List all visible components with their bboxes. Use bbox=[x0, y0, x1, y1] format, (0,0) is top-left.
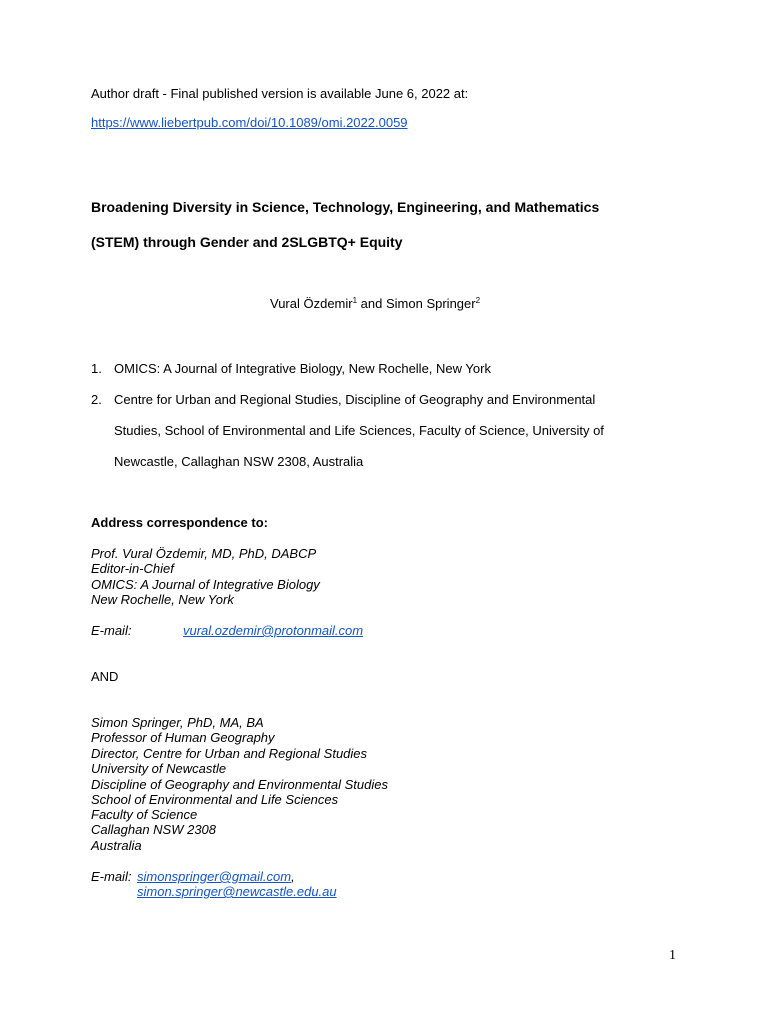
title-line-2: (STEM) through Gender and 2SLGBTQ+ Equity bbox=[91, 234, 403, 250]
contact-2-line: Discipline of Geography and Environmental Studies bbox=[91, 777, 389, 792]
affiliation-number: 2. bbox=[91, 392, 102, 407]
author-1-name: Vural Özdemir bbox=[270, 296, 353, 311]
author-connector: and bbox=[357, 296, 386, 311]
contact-2-email-1-line bbox=[137, 869, 295, 885]
page-number: 1 bbox=[669, 948, 676, 963]
and-separator: AND bbox=[91, 669, 119, 684]
contact-2-email-label: E-mail: bbox=[91, 869, 132, 884]
affiliation-line: Studies, School of Environmental and Life Sciences, Faculty of Science, University of bbox=[114, 423, 604, 438]
author-1-affil-mark: 1 bbox=[352, 296, 358, 305]
contact-2-line: Faculty of Science bbox=[91, 807, 198, 822]
contact-2-line: Callaghan NSW 2308 bbox=[91, 822, 217, 837]
title-line-1: Broadening Diversity in Science, Technology, Engineering, and Mathematics bbox=[91, 199, 600, 215]
contact-2-email-2-link[interactable]: simon.springer@newcastle.edu.au bbox=[137, 884, 337, 899]
author-line bbox=[270, 296, 480, 312]
author-2-affil-mark: 2 bbox=[475, 296, 481, 305]
draft-note: Author draft - Final published version is available June 6, 2022 at: bbox=[91, 86, 469, 101]
correspondence-heading: Address correspondence to: bbox=[91, 515, 268, 530]
contact-2-line: Simon Springer, PhD, MA, BA bbox=[91, 715, 264, 730]
affiliation-line: OMICS: A Journal of Integrative Biology, New Rochelle, New York bbox=[114, 361, 491, 376]
contact-2-line: Director, Centre for Urban and Regional Studies bbox=[91, 746, 368, 761]
contact-2-line: Professor of Human Geography bbox=[91, 730, 275, 745]
contact-1-email-label: E-mail: bbox=[91, 623, 132, 638]
contact-2-email-1-link[interactable]: simonspringer@gmail.com bbox=[137, 869, 292, 884]
contact-2-line: School of Environmental and Life Sciences bbox=[91, 792, 339, 807]
affiliation-number: 1. bbox=[91, 361, 102, 376]
author-2-name: Simon Springer bbox=[385, 296, 476, 311]
contact-1-line: New Rochelle, New York bbox=[91, 592, 234, 607]
contact-1-email-link[interactable]: vural.ozdemir@protonmail.com bbox=[183, 623, 364, 638]
affiliation-line: Centre for Urban and Regional Studies, Discipline of Geography and Environmental bbox=[114, 392, 596, 407]
email-separator: , bbox=[291, 869, 295, 884]
contact-1-line: Editor-in-Chief bbox=[91, 561, 174, 576]
contact-1-line: OMICS: A Journal of Integrative Biology bbox=[91, 577, 320, 592]
draft-url-link[interactable]: https://www.liebertpub.com/doi/10.1089/omi.2022.0059 bbox=[91, 115, 408, 130]
affiliation-line: Newcastle, Callaghan NSW 2308, Australia bbox=[114, 454, 364, 469]
contact-1-line: Prof. Vural Özdemir, MD, PhD, DABCP bbox=[91, 546, 317, 561]
contact-2-line: University of Newcastle bbox=[91, 761, 227, 776]
contact-2-line: Australia bbox=[91, 838, 142, 853]
